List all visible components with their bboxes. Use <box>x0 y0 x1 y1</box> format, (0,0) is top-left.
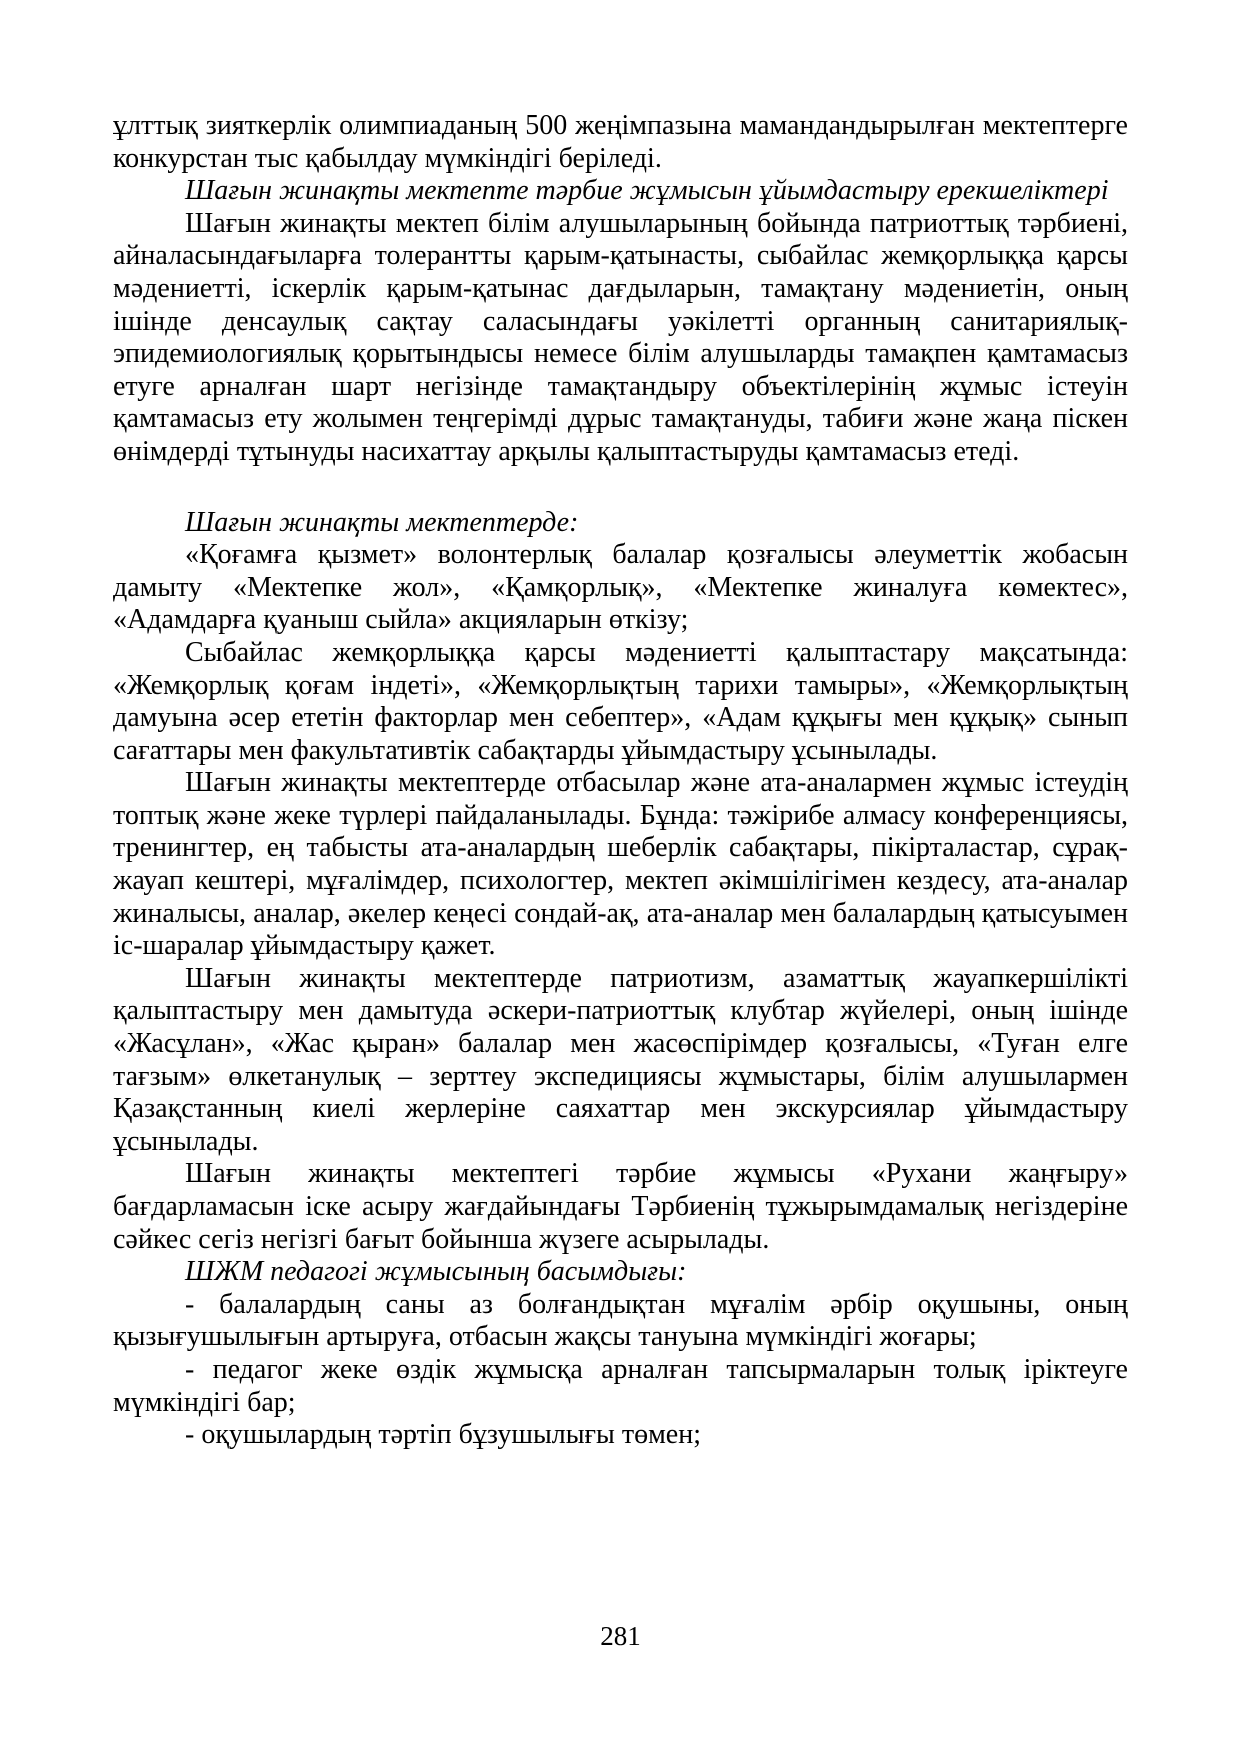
page-number: 281 <box>600 1621 641 1651</box>
list-item-dash: - балалардың саны аз болғандықтан мұғалім әрбір оқушыны, оның қызығушылығын артыруға, отбасын жақсы тануына мүмкіндігі жоғары; <box>113 1288 1128 1353</box>
paragraph-body: Шағын жинақты мектептерде патриотизм, азаматтық жауапкершілікті қалыптастыру мен дамытуда әскери-патриоттық клубтар жүйелері, оның ішінде «Жасұлан», «Жас қыран» балалар мен жасөспірімдер қозғалысы, «Туған елге тағзым» өлкетанулық – зерттеу экспедициясы жұмыстары, білім алушылармен Қазақстанның киелі жерлеріне саяхаттар мен экскурсиялар ұйымдастыру ұсынылады. <box>113 962 1128 1157</box>
paragraph-body: Шағын жинақты мектептерде отбасылар және ата-аналармен жұмыс істеудің топтық және жеке түрлері пайдаланылады. Бұнда: тәжірибе алмасу конференциясы, тренингтер, ең табысты ата-аналардың шеберлік сабақтары, пікірталастар, сұрақ-жауап кештері, мұғалімдер, психологтер, мектеп әкімшілігімен кездесу, ата-аналар жиналысы, аналар, әкелер кеңесі сондай-ақ, ата-аналар мен балалардың қатысуымен іс-шаралар ұйымдастыру қажет. <box>113 767 1128 962</box>
italic-heading-upbringing-features: Шағын жинақты мектепте тәрбие жұмысын ұйымдастыру ерекшеліктері <box>185 175 1109 207</box>
paragraph-body: Шағын жинақты мектеп білім алушыларының бойында патриоттық тәрбиені, айналасындағыларға толерантты қарым-қатынасты, сыбайлас жемқорлыққа қарсы мәдениетті, іскерлік қарым-қатынас дағдыларын, тамақтану мәдениетін, оның ішінде денсаулық сақтау саласындағы уәкілетті органның санитариялық-эпидемиологиялық қорытындысы немесе білім алушыларды тамақпен қамтамасыз етуге арналған шарт негізінде тамақтандыру объектілерінің жұмыс істеуін қамтамасыз ету жолымен теңгерімді дұрыс тамақтануды, табиғи және жаңа піскен өнімдерді тұтынуды насихаттау арқылы қалыптастыруды қамтамасыз етеді. <box>113 207 1128 467</box>
text-block <box>113 110 1128 1452</box>
paragraph-body: Сыбайлас жемқорлыққа қарсы мәдениетті қалыптастару мақсатында: «Жемқорлық қоғам індеті», «Жемқорлықтың тарихи тамыры», «Жемқорлықтың дамуына әсер ететін факторлар мен себептер», «Адам құқығы мен құқық» сынып сағаттары мен факультативтік сабақтарды ұйымдастыру ұсынылады. <box>113 636 1128 766</box>
paragraph-body: Шағын жинақты мектептегі тәрбие жұмысы «Рухани жаңғыру» бағдарламасын іске асыру жағдайындағы Тәрбиенің тұжырымдамалық негіздеріне сәйкес сегіз негізгі бағыт бойынша жүзеге асырылады. <box>113 1158 1128 1255</box>
italic-heading-small-schools: Шағын жинақты мектептерде: <box>185 506 579 538</box>
paragraph-continuation: ұлттық зияткерлік олимпиаданың 500 жеңімпазына мамандандырылған мектептерге конкурстан тыс қабылдау мүмкіндігі беріледі. <box>113 110 1128 174</box>
list-item-dash: - педагог жеке өздік жұмысқа арналған тапсырмаларын толық іріктеуге мүмкіндігі бар; <box>113 1353 1128 1418</box>
paragraph-body: «Қоғамға қызмет» волонтерлық балалар қозғалысы әлеуметтік жобасын дамыту «Мектепке жол», «Қамқорлық», «Мектепке жиналуға көмектес», «Адамдарға қуаныш сыйла» акцияларын өткізу; <box>113 539 1128 636</box>
italic-heading-pedagog-priority: ШЖМ педагогі жұмысының басымдығы: <box>185 1256 687 1288</box>
list-item-dash: - оқушылардың тәртіп бұзушылығы төмен; <box>185 1419 701 1451</box>
